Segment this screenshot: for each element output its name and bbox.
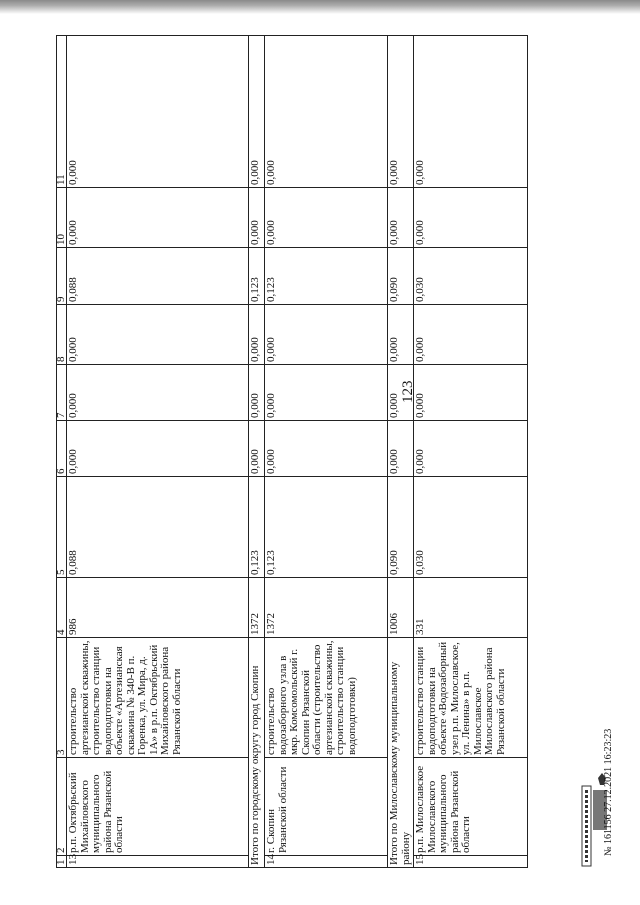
total-label: Итого по Милославскому муниципальному району bbox=[388, 638, 414, 868]
project-cell: строительство станции водоподготовки на объекте «Водозаборный узел р.п. Милославское, ул. Ленина» в р.п. Милославское Милославского района Рязанской области bbox=[414, 638, 528, 758]
header-cell: 5 bbox=[57, 477, 67, 578]
value-cell: 986 bbox=[67, 578, 249, 638]
value-cell: 0,000 bbox=[67, 36, 249, 188]
value-cell: 0,000 bbox=[414, 305, 528, 365]
row-number: 13 bbox=[67, 856, 249, 868]
header-cell: 10 bbox=[57, 188, 67, 248]
value-cell: 0,000 bbox=[67, 305, 249, 365]
value-cell: 0,123 bbox=[249, 248, 265, 305]
locality-cell: г. Скопин Рязанской области bbox=[265, 758, 388, 856]
value-cell: 0,000 bbox=[388, 36, 414, 188]
value-cell: 0,090 bbox=[388, 248, 414, 305]
registration-number: № 161156 27.12.2021 16:23:23 bbox=[603, 728, 614, 856]
page-number: 123 bbox=[400, 380, 416, 403]
value-cell: 0,000 bbox=[265, 305, 388, 365]
value-cell: 0,000 bbox=[388, 365, 414, 421]
scan-artifact bbox=[0, 0, 640, 14]
row-number: 14 bbox=[265, 856, 388, 868]
value-cell: 0,000 bbox=[388, 421, 414, 477]
header-cell: 11 bbox=[57, 36, 67, 188]
value-cell: 0,000 bbox=[265, 421, 388, 477]
value-cell: 0,000 bbox=[265, 36, 388, 188]
header-cell: 3 bbox=[57, 638, 67, 758]
total-label: Итого по городскому округу город Скопин bbox=[249, 638, 265, 868]
total-row bbox=[249, 36, 265, 868]
header-cell: 4 bbox=[57, 578, 67, 638]
value-cell: 0,000 bbox=[249, 365, 265, 421]
locality-cell: р.п. Милославское Милославского муниципального района Рязанской области bbox=[414, 758, 528, 856]
table-row bbox=[265, 36, 388, 868]
value-cell: 0,000 bbox=[249, 305, 265, 365]
value-cell: 0,000 bbox=[67, 188, 249, 248]
value-cell: 0,000 bbox=[388, 188, 414, 248]
value-cell: 0,088 bbox=[67, 248, 249, 305]
value-cell: 1372 bbox=[249, 578, 265, 638]
value-cell: 1372 bbox=[265, 578, 388, 638]
project-cell: строительство водозаборного узла в мкр. Комсомольский г. Скопин Рязанской области (строительство артезианской скважины, строительство станции водоподготовки) bbox=[265, 638, 388, 758]
value-cell: 0,030 bbox=[414, 477, 528, 578]
value-cell: 0,000 bbox=[265, 188, 388, 248]
value-cell: 0,000 bbox=[249, 36, 265, 188]
row-number: 15 bbox=[414, 856, 528, 868]
value-cell: 0,123 bbox=[249, 477, 265, 578]
value-cell: 0,000 bbox=[414, 365, 528, 421]
value-cell: 331 bbox=[414, 578, 528, 638]
locality-cell: р.п. Октябрьский Михайловского муниципального района Рязанской области bbox=[67, 758, 249, 856]
value-cell: 0,000 bbox=[67, 421, 249, 477]
value-cell: 0,000 bbox=[388, 305, 414, 365]
value-cell: 0,030 bbox=[414, 248, 528, 305]
value-cell: 0,000 bbox=[414, 36, 528, 188]
value-cell: 0,000 bbox=[67, 365, 249, 421]
header-cell: 7 bbox=[57, 365, 67, 421]
value-cell: 0,000 bbox=[414, 421, 528, 477]
value-cell: 0,000 bbox=[249, 421, 265, 477]
data-table bbox=[56, 35, 528, 868]
value-cell: 0,123 bbox=[265, 248, 388, 305]
project-cell: строительство артезианской скважины, строительство станции водоподготовки на объекте «Артезианская скважина № 340-В п. Горенка, ул. Мира, д. 1А» в р.п. Октябрьский Михайловского района Рязанской области bbox=[67, 638, 249, 758]
header-cell: 8 bbox=[57, 305, 67, 365]
table-row bbox=[414, 36, 528, 868]
total-row bbox=[388, 36, 414, 868]
header-cell: 2 bbox=[57, 758, 67, 856]
header-cell: 6 bbox=[57, 421, 67, 477]
value-cell: 0,000 bbox=[414, 188, 528, 248]
value-cell: 1006 bbox=[388, 578, 414, 638]
header-cell: 9 bbox=[57, 248, 67, 305]
header-cell: 1 bbox=[57, 856, 67, 868]
value-cell: 0,123 bbox=[265, 477, 388, 578]
header-row bbox=[57, 36, 67, 868]
value-cell: 0,090 bbox=[388, 477, 414, 578]
value-cell: 0,000 bbox=[249, 188, 265, 248]
rotated-table-wrapper bbox=[56, 36, 528, 868]
value-cell: 0,000 bbox=[265, 365, 388, 421]
table-row bbox=[67, 36, 249, 868]
value-cell: 0,088 bbox=[67, 477, 249, 578]
